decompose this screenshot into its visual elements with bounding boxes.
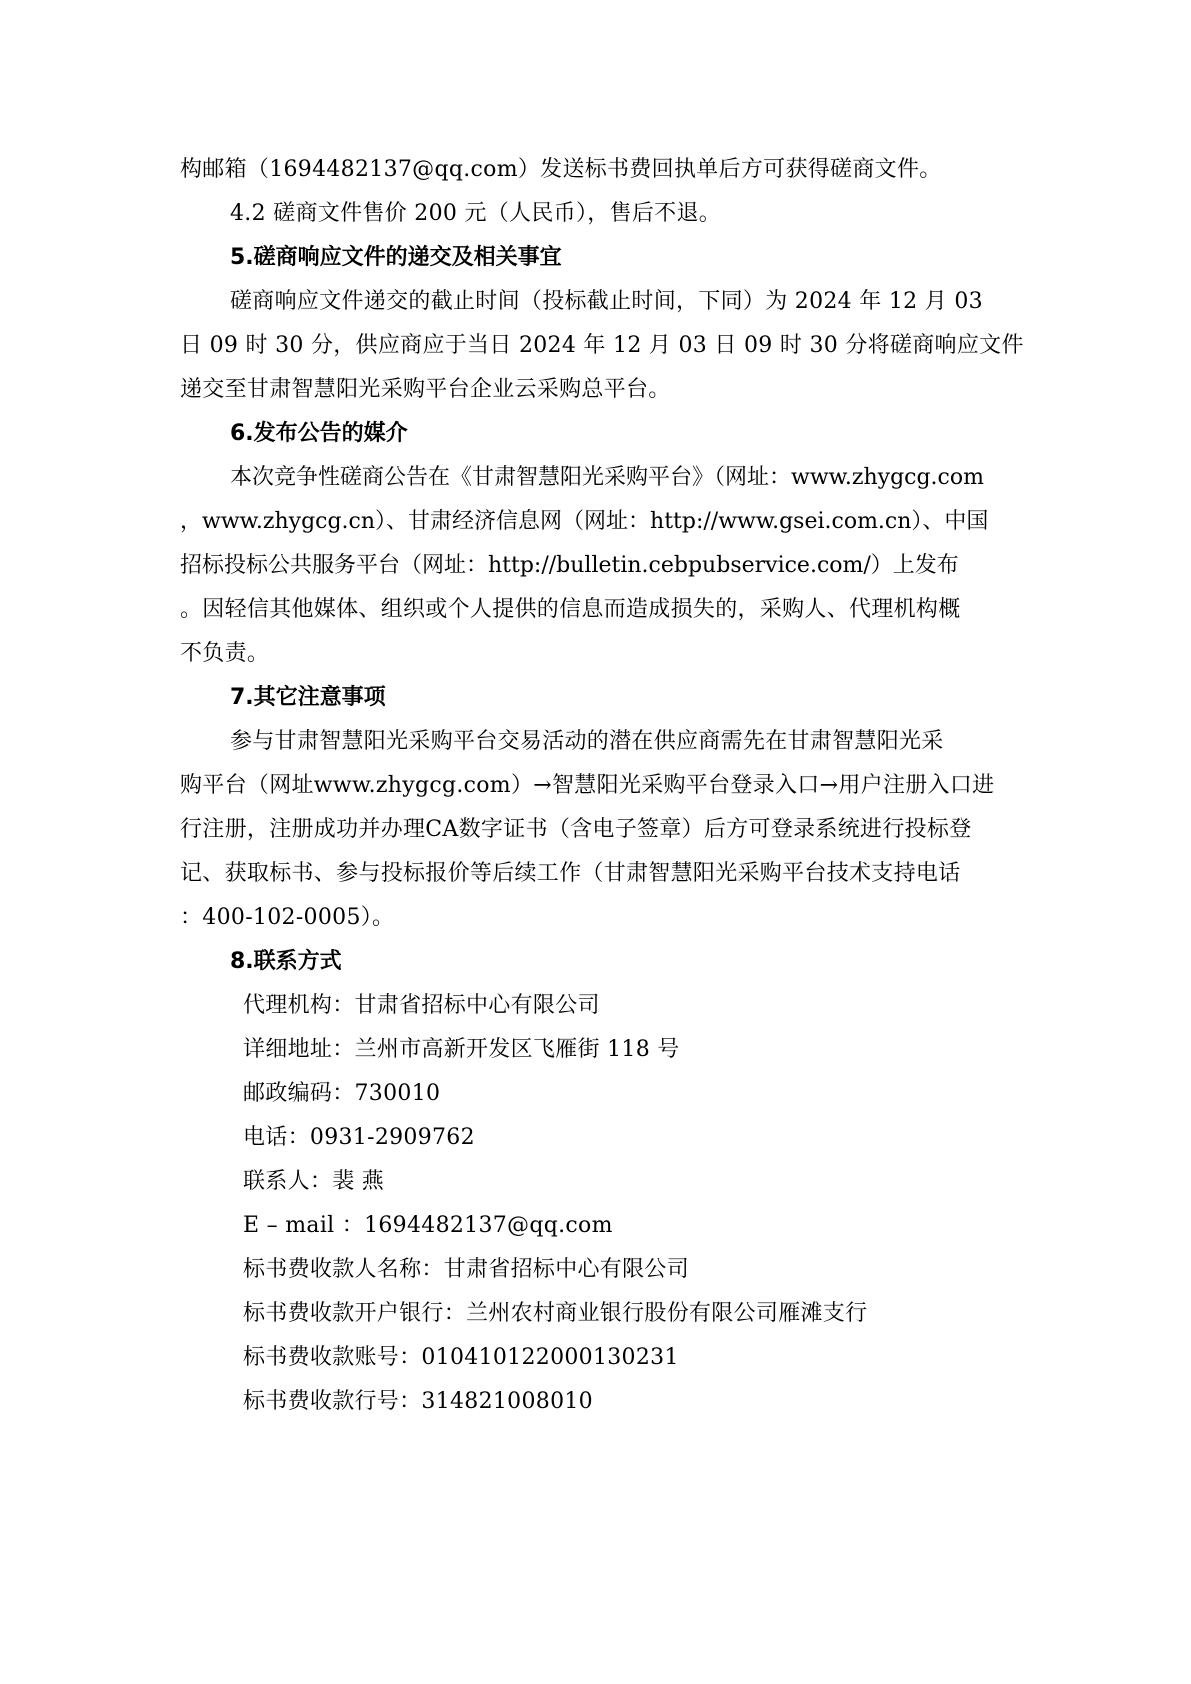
- contact-phone: 电话：0931-2909762: [243, 1125, 475, 1150]
- section-5-line: 日 09 时 30 分，供应商应于当日 2024 年 12 月 03 日 09 时 30 分将磋商响应文件: [180, 333, 1024, 358]
- contact-address: 详细地址：兰州市高新开发区飞雁街 118 号: [243, 1037, 680, 1062]
- section-7-line: 购平台（网址www.zhygcg.com）→智慧阳光采购平台登录入口→用户注册入口进: [180, 773, 995, 798]
- section-7-heading: 7.其它注意事项: [230, 685, 386, 710]
- intro-line: 4.2 磋商文件售价 200 元（人民币），售后不退。: [230, 201, 722, 226]
- contact-payee-name: 标书费收款人名称：甘肃省招标中心有限公司: [243, 1257, 690, 1282]
- contact-email: E – mail ：1694482137@qq.com: [243, 1213, 613, 1238]
- section-7-line: 参与甘肃智慧阳光采购平台交易活动的潜在供应商需先在甘肃智慧阳光采: [230, 729, 944, 754]
- contact-postcode: 邮政编码：730010: [243, 1081, 441, 1106]
- section-5-line: 递交至甘肃智慧阳光采购平台企业云采购总平台。: [180, 377, 671, 402]
- section-6-line: 招标投标公共服务平台（网址：http://bulletin.cebpubservice.com/）上发布: [180, 553, 959, 578]
- intro-line: 构邮箱（1694482137@qq.com）发送标书费回执单后方可获得磋商文件。: [180, 157, 942, 182]
- contact-payee-account: 标书费收款账号：010410122000130231: [243, 1345, 679, 1370]
- section-7-line: 记、获取标书、参与投标报价等后续工作（甘肃智慧阳光采购平台技术支持电话: [180, 861, 961, 886]
- section-6-line: 本次竞争性磋商公告在《甘肃智慧阳光采购平台》（网址：www.zhygcg.com: [230, 465, 984, 490]
- section-6-line: 。因轻信其他媒体、组织或个人提供的信息而造成损失的，采购人、代理机构概: [180, 597, 961, 622]
- section-6-heading: 6.发布公告的媒介: [230, 421, 408, 446]
- contact-person: 联系人：裴 燕: [243, 1169, 385, 1194]
- section-6-line: 不负责。: [180, 641, 270, 666]
- contact-agency: 代理机构：甘肃省招标中心有限公司: [243, 993, 600, 1018]
- contact-payee-bank: 标书费收款开户银行：兰州农村商业银行股份有限公司雁滩支行: [243, 1301, 868, 1326]
- section-5-heading: 5.磋商响应文件的递交及相关事宜: [230, 245, 562, 270]
- section-5-line: 磋商响应文件递交的截止时间（投标截止时间，下同）为 2024 年 12 月 03: [230, 289, 983, 314]
- contact-payee-bank-code: 标书费收款行号：314821008010: [243, 1389, 593, 1414]
- section-8-heading: 8.联系方式: [230, 949, 342, 974]
- section-7-line: ：400-102-0005）。: [180, 905, 395, 930]
- section-6-line: ，www.zhygcg.cn）、甘肃经济信息网（网址：http://www.gsei.com.cn）、中国: [180, 509, 989, 534]
- section-7-line: 行注册，注册成功并办理CA数字证书（含电子签章）后方可登录系统进行投标登: [180, 817, 972, 842]
